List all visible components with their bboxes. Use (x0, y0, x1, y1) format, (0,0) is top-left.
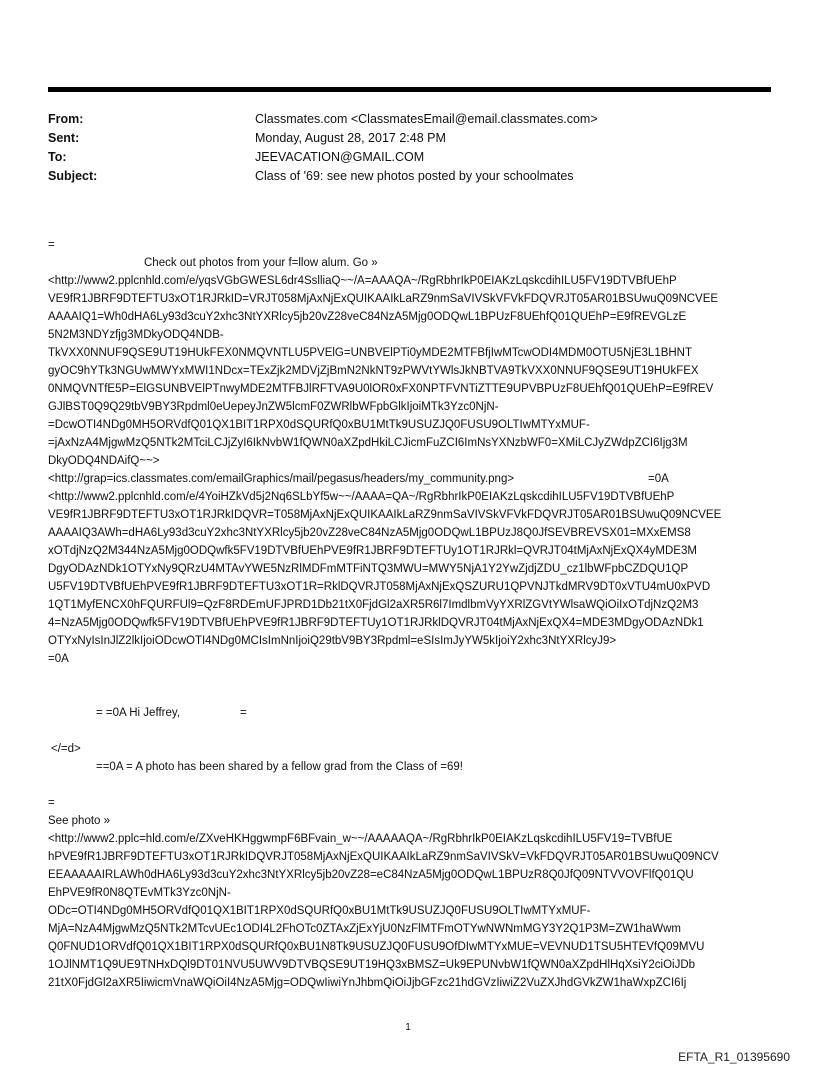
email-header-block (48, 110, 771, 186)
body-line: 0NMQVNTfE5P=ElGSUNBVElPTnwyMDE2MTFBJlRFTVA9U0lOR0xFX0NPTFVNTiZTTE9UPVBPUzF8UEhfQ01QUEhP=E9fREV (48, 383, 714, 395)
page-number: 1 (405, 1022, 411, 1033)
body-line: EEAAAAAIRLAWh0dHA6Ly93d3cuY2xhc3NtYXRlcy5jb20vZ28=eC84NzA5Mjg0ODQwL1BPUzR8Q0JfQ09NTVVOVFlfQ01QU (48, 869, 694, 881)
body-line: DkyODQ4NDAifQ~~> (48, 455, 160, 467)
subject-label: Subject: (48, 169, 98, 183)
photo-shared-line: ==0A = A photo has been shared by a fellow grad from the Class of =69! (96, 761, 463, 773)
spacer (48, 668, 772, 686)
sent-value: Monday, August 28, 2017 2:48 PM (255, 131, 446, 145)
sent-row (48, 129, 771, 148)
to-row (48, 148, 771, 167)
greeting-line (48, 704, 772, 722)
body-line: 21tX0FjdGl2aXR5IiwicmVnaWQiOiI4NzA5Mjg=ODQwIiwiYnJhbmQiOiJjbGFzc21hdGVzIiwiZ2VuZXJhdGVkZW1haWxpZCI6Ij (48, 977, 687, 989)
email-body (48, 236, 772, 992)
body-line: = (48, 797, 55, 809)
body-line: 5N2M3NDYzfjg3MDkyODQ4NDB- (48, 329, 224, 341)
body-line: EhPVE9fR0N8QTEvMTk3Yzc0NjN- (48, 887, 231, 899)
subject-row (48, 167, 771, 186)
body-line: VE9fR1JBRF9DTEFTU3xOT1RJRkID=VRJT058MjAxNjExQUIKAAIkLaRZ9nmSaVIVSkVFVkFDQVRJT05AR01BSUwuQ09NCVEE (48, 293, 719, 305)
body-line: <http://www2.pplc=hld.com/e/ZXveHKHggwmpF6BFvain_w~~/AAAAAQA~/RgRbhrIkP0EIAKzLqskcdihILU5FV19=TVBfUE (48, 833, 673, 845)
from-row (48, 110, 771, 129)
from-label: From: (48, 112, 84, 126)
greeting-text: = =0A Hi Jeffrey, (96, 707, 180, 719)
body-line: OTYxNyIsInJlZ2lkIjoiODcwOTI4NDg0MCIsImNnIjoiQ29tbV9BY3Rpdml=eSIsImJyYW5kIjoiY2xhc3NtYXRlcyJ9> (48, 635, 617, 647)
body-line: gyOC9hYTk3NGUwMWYxMWI1NDcx=TExZjk2MDVjZjBmN2NkNT9zPWVtYWlsJkNBTVA9TkVXX0NNUF9QSE9UT19HUkFEX (48, 365, 699, 377)
spacer (48, 722, 772, 740)
closing-tag-line: </=d> (51, 743, 81, 755)
greeting-equals: = (240, 707, 247, 719)
to-label: To: (48, 150, 67, 164)
body-line: ODc=OTI4NDg0MH5ORVdfQ01QX1BIT1RPX0dSQURfQ0xBU1MtTk9USUZJQ0FUSU9OLTIwMTYxMUF- (48, 905, 591, 917)
body-line: DgyODAzNDk1OTYxNy9QRzU4MTAvYWE5NzRlMDFmMTFiNTQ3MWU=MWY5NjA1Y2YwZjdjZDU_cz1lbWFpbCZDQU1QP (48, 563, 689, 575)
body-line: <http://www2.pplcnhld.com/e/4YoiHZkVd5j2Nq6SLbYf5w~~/AAAA=QA~/RgRbhrIkP0EIAKzLqskcdihILU5FV19DTVBfUEhP (48, 491, 675, 503)
body-line: hPVE9fR1JBRF9DTEFTU3xOT1RJRkIDQVRJT058MjAxNjExQUIKAAIkLaRZ9nmSaVIVSkV=VkFDQVRJT05AR01BSUwuQ09NCV (48, 851, 719, 863)
subject-value: Class of '69: see new photos posted by your schoolmates (255, 169, 574, 183)
body-line: AAAAIQ1=Wh0dHA6Ly93d3cuY2xhc3NtYXRlcy5jb20vZ28veC84NzA5Mjg0ODQwL1BPUzF8UEhfQ01QUEhP=E9fREVGLzE (48, 311, 687, 323)
body-line: 1QT1MyfENCX0hFQURFUl9=QzF8RDEmUFJPRD1Db21tX0FjdGl2aXR5R6l7ImdlbmVyYXRlZGVtYWlsaWQiOiIxOTdjNzQ2M3 (48, 599, 699, 611)
body-line: VE9fR1JBRF9DTEFTU3xOT1RJRkIDQVR=T058MjAxNjExQUIKAAIkLaRZ9nmSaVIVSkVFVkFDQVRJT05AR01BSUwuQ09NCVEE (48, 509, 722, 521)
bates-number: EFTA_R1_01395690 (678, 1050, 790, 1064)
body-line: <http://www2.pplcnhld.com/e/yqsVGbGWESL6dr4SslliaQ~~/A=AAAQA~/RgRbhrIkP0EIAKzLqskcdihILU5FV19DTVBfUEhP (48, 275, 677, 287)
body-line: U5FV19DTVBfUEhPVE9fR1JBRF9DTEFTU3xOT1R=RklDQVRJT058MjAxNjExQSZURU1QPVNJTkdMRV9DT0xVTU4mU0xPVD (48, 581, 711, 593)
graphics-url: <http://grap=ics.classmates.com/emailGraphics/mail/pegasus/headers/my_community.png> (48, 473, 515, 485)
body-line: GJlBST0Q9Q29tbV9BY3Rpdml0eUepeyJnZW5lcmF0ZWRlbWFpbGlkIjoiMTk3Yzc0NjN- (48, 401, 499, 413)
body-line: =jAxNzA4MjgwMzQ5NTk2MTciLCJjZyI6IkNvbW1fQWN0aXZpdHkiLCJicmFuZCI6ImNsYXNzbWF0=XMiLCJyZWdpZCI6Ijg3M (48, 437, 688, 449)
body-line: AAAAIQ3AWh=dHA6Ly93d3cuY2xhc3NtYXRlcy5jb20vZ28veC84NzA5Mjg0ODQwL1BPUzJ8Q0JfSEVBREVSX01=MXxEMS8 (48, 527, 691, 539)
body-line: TkVXX0NNUF9QSE9UT19HUkFEX0NMQVNTLU5PVElG=UNBVElPTi0yMDE2MTFBfjIwMTcwODI4MDM0OTU5NjE3L1BHNT (48, 347, 693, 359)
header-divider-rule (48, 87, 771, 92)
body-line (48, 470, 772, 488)
check-out-photos-line: Check out photos from your f=llow alum. Go » (144, 257, 378, 269)
from-value: Classmates.com <ClassmatesEmail@email.classmates.com> (255, 112, 598, 126)
body-line: =0A (48, 653, 69, 665)
body-line: 1OJlNMT1Q9UE9TNHxDQl9DT01NVU5UWV9DTVBQSE9UT19HQ3xBMSZ=Uk9EPUNvbW1fQWN0aXZpdHlHqXsiY2ciOiJDb (48, 959, 696, 971)
body-line: MjA=NzA4MjgwMzQ5NTk2MTcvUEc1ODI4L2FhOTc0ZTAxZjExYjU0NzFlMTFmOTYwNWNmMGY3Y2Q1P3M=ZW1haWwm (48, 923, 682, 935)
sent-label: Sent: (48, 131, 80, 145)
body-line: = (48, 239, 55, 251)
see-photo-line: See photo » (48, 815, 111, 827)
body-line: xOTdjNzQ2M344NzA5Mjg0ODQwfk5FV19DTVBfUEhPVE9fR1JBRF9DTEFTUy1OT1RJRkl=QVRJT04tMjAxNjExQX4yMDE3M (48, 545, 697, 557)
body-line: 4=NzA5Mjg0ODQwfk5FV19DTVBfUEhPVE9fR1JBRF9DTEFTUy1OT1RJRklDQVRJT04tMjAxNjExQX4=MDE3MDgyODAzNDk1 (48, 617, 704, 629)
spacer (48, 776, 772, 794)
spacer (48, 686, 772, 704)
body-line: Q0FNUD1ORVdfQ01QX1BIT1RPX0dSQURfQ0xBU1N8Tk9USUZJQ0FUSU9OfDIwMTYxMUE=VEVNUD1TSU5HTEVfQ09MVU (48, 941, 705, 953)
body-line: =DcwOTI4NDg0MH5ORVdfQ01QX1BIT1RPX0dSQURfQ0xBU1MtTk9USUZJQ0FUSU9OLTIwMTYxMUF- (48, 419, 590, 431)
encoded-newline: =0A (648, 473, 669, 485)
to-value: JEEVACATION@GMAIL.COM (255, 150, 425, 164)
